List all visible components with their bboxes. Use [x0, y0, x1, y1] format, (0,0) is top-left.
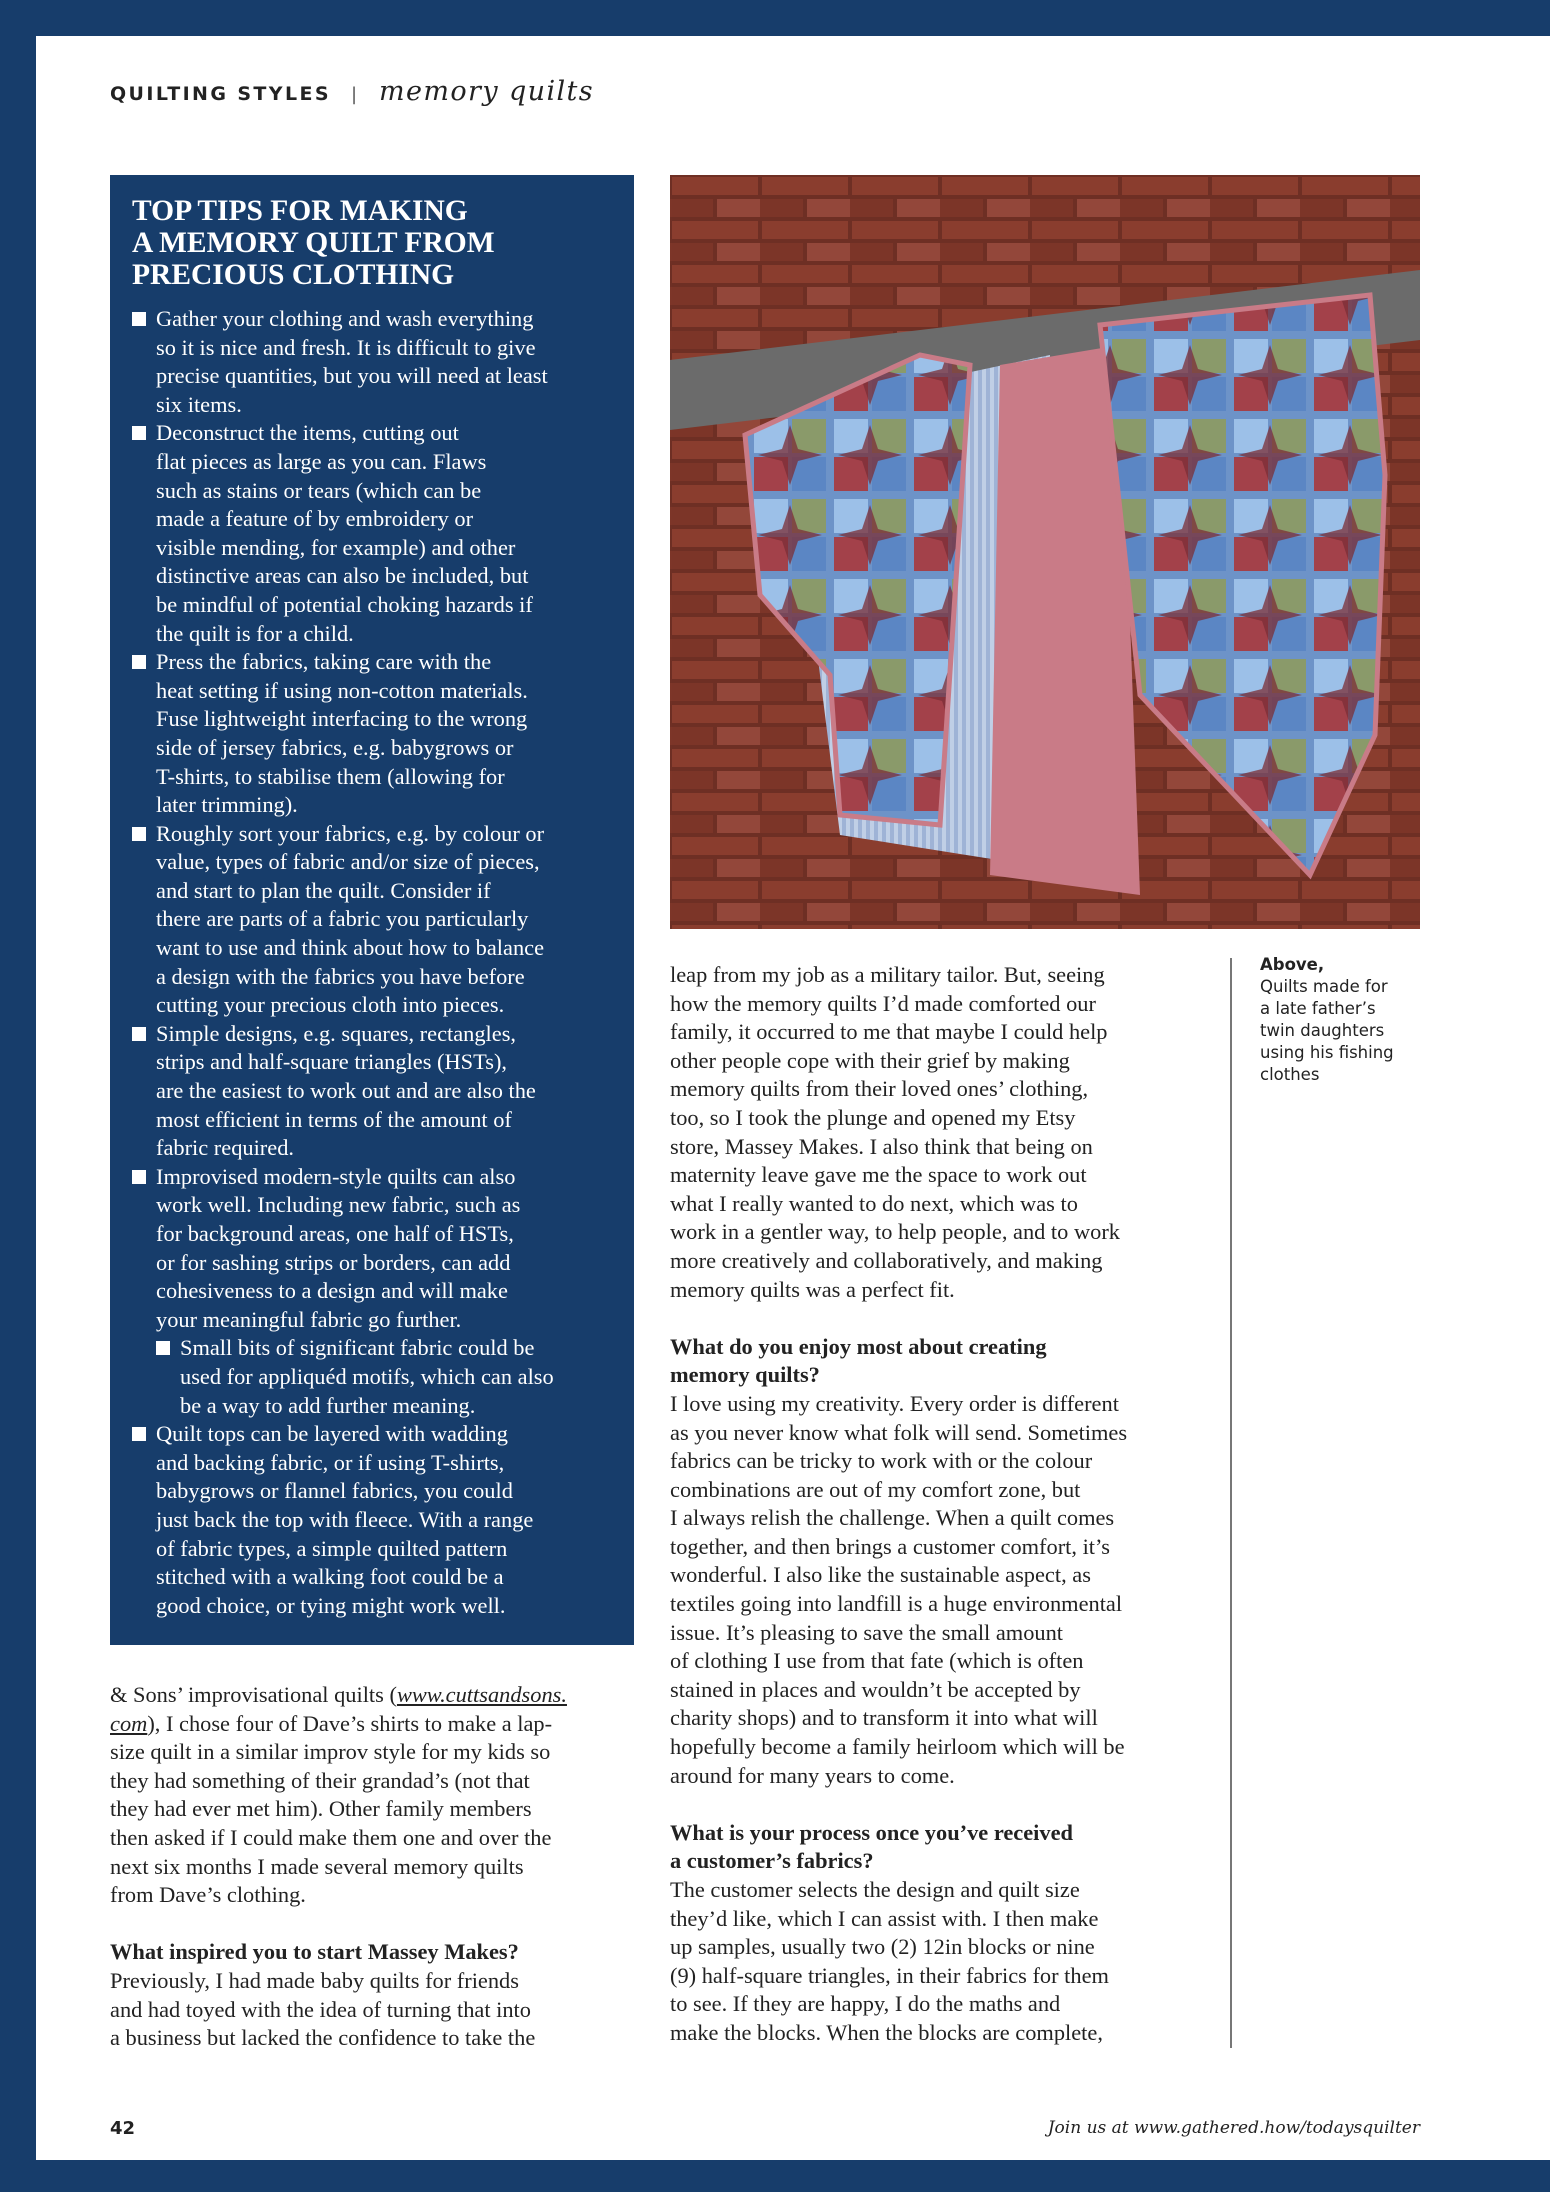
- section-label: QUILTING STYLES: [110, 83, 331, 105]
- tip-item: [132, 1420, 614, 1620]
- tip-text: Gather your clothing and wash everything so it is nice and fresh. It is difficult to give precise quantities, but you will need at least six items.: [156, 306, 548, 417]
- page-frame-top: [0, 0, 1550, 36]
- tip-item: [132, 648, 614, 820]
- intro-text: & Sons’ improvisational quilts (: [110, 1682, 397, 1707]
- running-head: [110, 76, 594, 112]
- tip-text: Improvised modern-style quilts can also work well. Including new fabric, such as for background areas, one half of HSTs, or for sashing strips or borders, can add cohesiveness to a design and will make your meaningful fabric go further.: [156, 1163, 521, 1332]
- tip-item: [132, 820, 614, 1020]
- caption-text: Quilts made for a late father’s twin daughters using his fishing clothes: [1260, 977, 1394, 1084]
- square-bullet-icon: [132, 1170, 146, 1184]
- tips-title: TOP TIPS FOR MAKING A MEMORY QUILT FROM PRECIOUS CLOTHING: [132, 195, 495, 291]
- tip-item: [132, 1020, 614, 1163]
- footer-url: Join us at www.gathered.how/todaysquilter: [1047, 2118, 1420, 2138]
- square-bullet-icon: [132, 312, 146, 326]
- page-number: 42: [110, 2118, 136, 2139]
- tip-item: [132, 1163, 614, 1335]
- paragraph-gap: [110, 1910, 635, 1939]
- paragraph-gap: [670, 1304, 1215, 1333]
- body-column-left: [110, 1681, 635, 2053]
- body-column-middle: [670, 961, 1215, 2048]
- interview-answer: Previously, I had made baby quilts for friends and had toyed with the idea of turning that into a business but lacked the confidence to take the: [110, 1967, 536, 2051]
- interview-question: What do you enjoy most about creating memory quilts?: [670, 1333, 1047, 1388]
- interview-answer: I love using my creativity. Every order is different as you never know what folk will send. Sometimes fabrics can be tricky to work with or the colour combinations are out of my comfort zone, but I always relish the challenge. When a quilt comes together, and then brings a customer comfort, it’s wonderful. I also like the sustainable aspect, as textiles going into landfill is a huge environmental issue. It’s pleasing to save the small amount of clothing I use from that fate (which is often stained in places and wouldn’t be accepted by charity shops) and to transform it into what will hopefully become a family heirloom which will be around for many years to come.: [670, 1390, 1128, 1788]
- square-bullet-icon: [132, 827, 146, 841]
- caption-rule: [1230, 958, 1232, 2048]
- tip-text: Quilt tops can be layered with wadding and backing fabric, or if using T-shirts, babygrows or flannel fabrics, you could just back the top with fleece. With a range of fabric types, a simple quilted pattern stitched with a walking foot could be a good choice, or tying might work well.: [156, 1421, 534, 1618]
- page-frame-left: [0, 0, 36, 2192]
- tip-item: [132, 1334, 614, 1420]
- tips-list: [132, 305, 614, 1620]
- tip-text: Deconstruct the items, cutting out flat pieces as large as you can. Flaws such as stains or tears (which can be made a feature of by embroidery or visible mending, for example) and other distinctive areas can also be included, but be mindful of potential choking hazards if the quilt is for a child.: [156, 420, 533, 646]
- square-bullet-icon: [132, 655, 146, 669]
- tip-item: [132, 419, 614, 648]
- tip-text: Roughly sort your fabrics, e.g. by colour or value, types of fabric and/or size of pieces, and start to plan the quilt. Consider if there are parts of a fabric you particularly want to use and think about how to balance a design with the fabrics you have before cutting your precious cloth into pieces.: [156, 820, 545, 1018]
- paragraph-gap: [670, 1790, 1215, 1819]
- intro-text-continued: ), I chose four of Dave’s shirts to make a lap- size quilt in a similar improv style for my kids so they had something of their grandad’s (not that they had ever met him). Other family members then asked if I could make them one and over the next six months I made several memory quilts from Dave’s clothing.: [110, 1710, 553, 1908]
- header-separator: |: [350, 84, 358, 105]
- page-frame-bottom: [0, 2160, 1550, 2192]
- tip-text: Press the fabrics, taking care with the heat setting if using non-cotton materials. Fuse lightweight interfacing to the wrong side of jersey fabrics, e.g. babygrows or T-shirts, to stabilise them (allowing for later trimming).: [156, 649, 528, 818]
- square-bullet-icon: [132, 1027, 146, 1041]
- body-paragraph: [110, 1681, 635, 1910]
- interview-question: What is your process once you’ve received a customer’s fabrics?: [670, 1819, 1073, 1874]
- square-bullet-icon: [132, 426, 146, 440]
- tip-text: Small bits of significant fabric could be used for appliquéd motifs, which can also be a way to add further meaning.: [180, 1335, 554, 1418]
- square-bullet-icon: [132, 1427, 146, 1441]
- interview-answer: leap from my job as a military tailor. But, seeing how the memory quilts I’d made comforted our family, it occurred to me that maybe I could help other people cope with their grief by making memory quilts from their loved ones’ clothing, too, so I took the plunge and opened my Etsy store, Massey Makes. I also think that being on maternity leave gave me the space to work out what I really wanted to do next, which was to work in a gentler way, to help people, and to work more creatively and collaboratively, and making memory quilts was a perfect fit.: [670, 962, 1120, 1302]
- tips-box: [110, 175, 634, 1645]
- interview-answer: The customer selects the design and quilt size they’d like, which I can assist with. I then make up samples, usually two (2) 12in blocks or nine (9) half-square triangles, in their fabrics for them to see. If they are happy, I do the maths and make the blocks. When the blocks are complete,: [670, 1877, 1109, 2045]
- photo-caption: [1260, 954, 1420, 1086]
- square-bullet-icon: [156, 1341, 170, 1355]
- tip-text: Simple designs, e.g. squares, rectangles, strips and half-square triangles (HSTs), are the easiest to work out and are also the most efficient in terms of the amount of fabric required.: [156, 1020, 536, 1161]
- topic-label: memory quilts: [379, 76, 595, 107]
- interview-question: What inspired you to start Massey Makes?: [110, 1939, 519, 1965]
- quilt-photo: [670, 175, 1420, 929]
- tip-item: [132, 305, 614, 419]
- website-link[interactable]: www.cuttsandsons. com: [110, 1682, 567, 1736]
- caption-title: Above,: [1260, 955, 1325, 974]
